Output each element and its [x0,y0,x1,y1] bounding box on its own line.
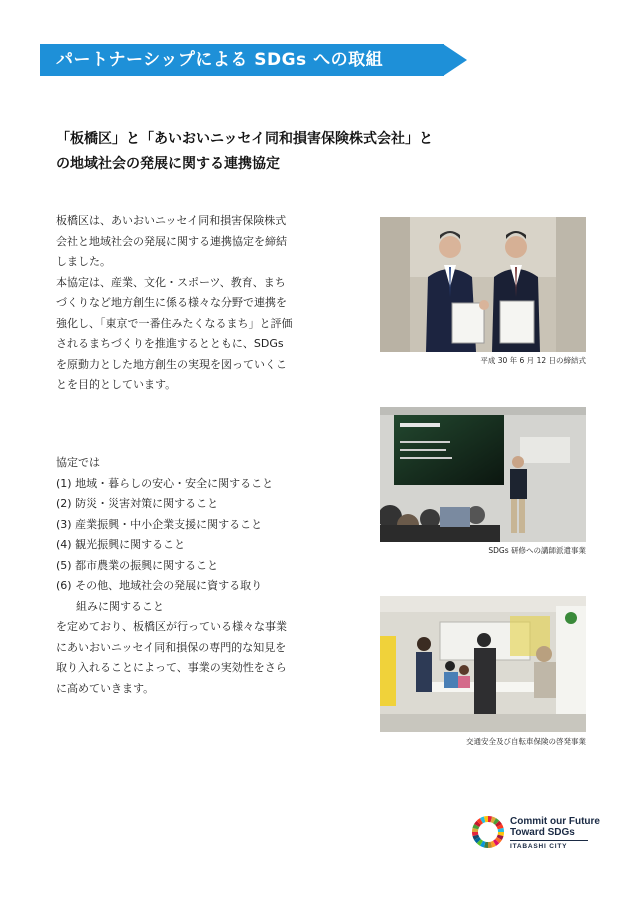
agreement-item-continuation: 組みに関すること [76,599,164,613]
intro-paragraph [56,211,316,396]
intro-line: を原動力とした地方創生の実現を図っていくこ [56,357,287,371]
subtitle-line: 「板橋区」と「あいおいニッセイ同和損害保険株式会社」と [56,131,434,147]
logo-city: ITABASHI CITY [510,843,568,850]
intro-line: 会社と地域社会の発展に関する連携協定を締結 [56,234,287,248]
photo-caption: SDGs 研修への講師派遣事業 [488,546,586,555]
agreement-item: (5) 都市農業の振興に関すること [56,558,219,572]
subtitle-line: の地域社会の発展に関する連携協定 [56,156,280,172]
logo-text [510,816,600,850]
agreement-item: (1) 地域・暮らしの安心・安全に関すること [56,476,274,490]
header-arrow [443,44,467,76]
logo-line2: Toward SDGs [510,827,575,838]
subtitle [56,127,476,177]
intro-line: 強化し、「東京で一番住みたくなるまち」と評価 [56,316,293,330]
agreement-item: (3) 産業振興・中小企業支援に関すること [56,517,263,531]
intro-line: づくりなど地方創生に係る様々な分野で連携を [56,296,287,309]
signing-ceremony-photo [380,217,586,352]
sdgs-training-photo [380,407,586,542]
agreement-item: (4) 観光振興に関すること [56,538,186,551]
intro-line: しました。 [56,255,111,268]
intro-line: 本協定は、産業、文化・スポーツ、教育、まち [56,275,286,289]
intro-line: 板橋区は、あいおいニッセイ同和損害保険株式 [56,214,287,227]
closing-line: 取り入れることによって、事業の実効性をさら [56,661,287,674]
photo-caption: 平成 30 年 6 月 12 日の締結式 [480,356,586,365]
traffic-safety-photo [380,596,586,732]
logo-divider [510,840,588,841]
closing-line: にあいおいニッセイ同和損保の専門的な知見を [56,640,287,654]
agreement-item: (2) 防災・災害対策に関すること [56,497,219,510]
sdgs-wheel-icon [470,814,506,850]
page-title: パートナーシップによる SDGs への取組 [56,50,384,70]
agreement-section [56,453,316,699]
closing-line: を定めており、板橋区が行っている様々な事業 [56,620,287,633]
sdgs-logo [470,812,600,856]
agreement-item: (6) その他、地域社会の発展に資する取り [56,579,263,592]
intro-line: されるまちづくりを推進するとともに、SDGs [56,337,284,350]
photo-caption: 交通安全及び自転車保険の啓発事業 [466,737,586,746]
agreement-lead: 協定では [56,456,100,469]
logo-line1: Commit our Future [510,816,600,827]
intro-line: とを目的としています。 [56,378,177,391]
closing-line: に高めていきます。 [56,681,155,695]
